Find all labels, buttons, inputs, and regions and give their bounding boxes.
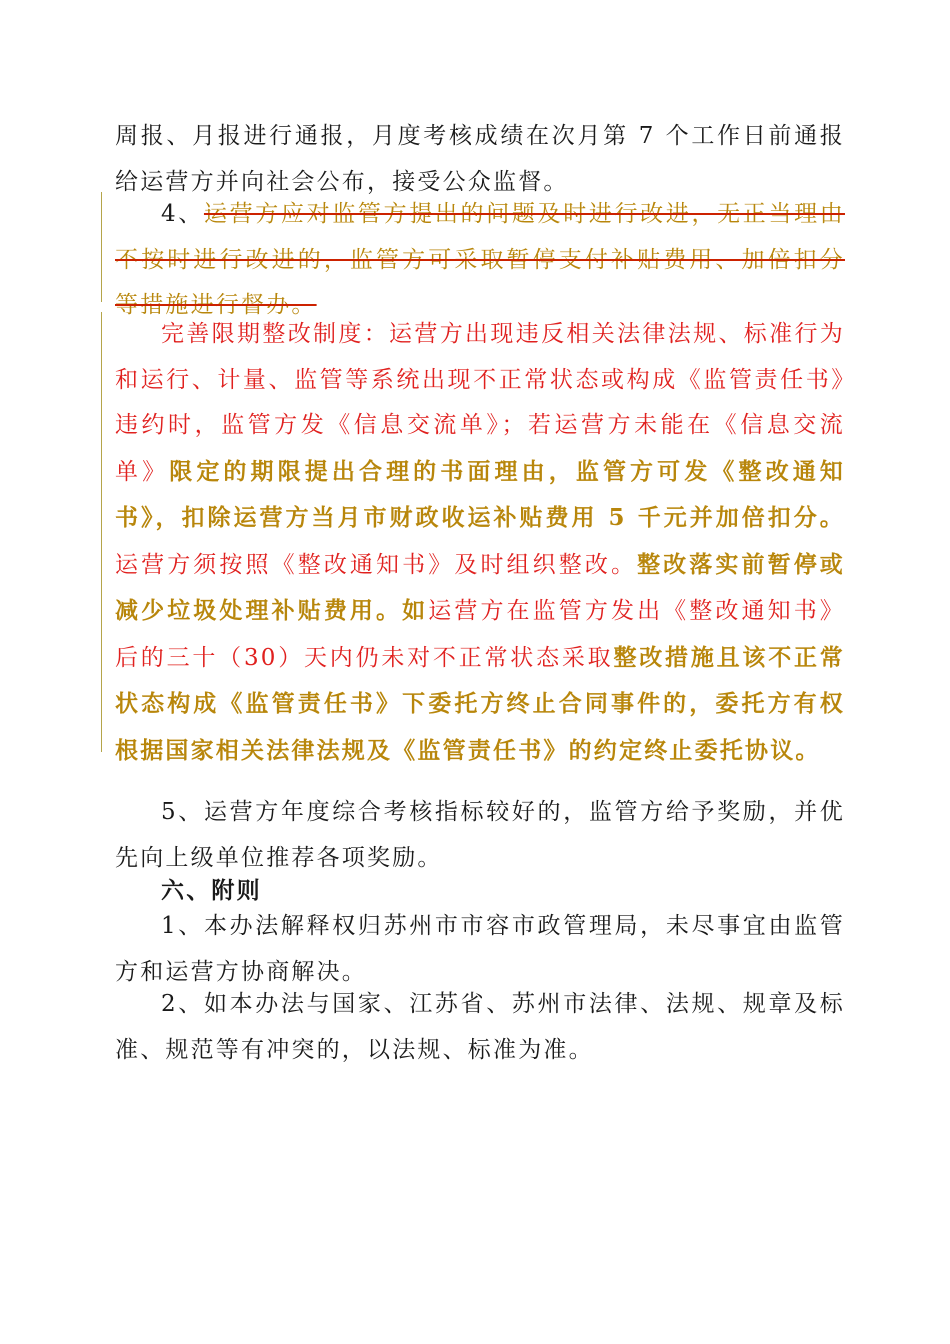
inserted-text: 完善限期整改制度：运营方出现违反相关法律法规、标准行为和运行、计量、监管等系统出现不正常状态或构成《监管责任书》违约时，监管方发《信息交流单》；若 [115, 321, 845, 438]
section-6-item-2 [115, 982, 845, 1073]
item-number: 4、 [161, 201, 204, 227]
change-bar [101, 192, 102, 302]
paragraph-item-4-deleted [115, 192, 845, 329]
heading-text: 六、附则 [161, 877, 262, 904]
inserted-text: 整改措施且该不正常状态构成《监管责任书》下委托方终止合同事件的，委托方有权根据国家相关法律法规及《监管责任书》的约定终止委托协议。 [115, 643, 845, 764]
paragraph-text: 周报、月报进行通报，月度考核成绩在次月第 7 个工作日前通报给运营方并向社会公布，接受公众监督。 [115, 123, 845, 195]
paragraph-text: 2、如本办法与国家、江苏省、苏州市法律、法规、规章及标准、规范等有冲突的，以法规、标准为准。 [115, 991, 845, 1063]
deleted-text: 运营方应对监管方提出的问题及时进行改进，无正当理由不按时进行改进的，监管方可采取暂停支付补贴费用、加倍扣分等措施进行督办。 [115, 201, 845, 318]
change-bar [101, 312, 102, 752]
paragraph-text: 5、运营方年度综合考核指标较好的，监管方给予奖励，并优先向上级单位推荐各项奖励。 [115, 799, 845, 871]
inserted-text: 运营方须按照《整改通知书》及时组织整改。 [115, 551, 638, 578]
inserted-text: 整改落实前暂停或减少垃圾处理补贴费用。如 [115, 550, 846, 624]
inserted-text: 运营方未能在《信息交流单》 [115, 412, 845, 485]
paragraph-text: 1、本办法解释权归苏州市市容市政管理局，未尽事宜由监管方和运营方协商解决。 [115, 913, 845, 985]
paragraph-inserted-rectification [115, 312, 845, 774]
inserted-text: 运营方在监管方发出《整改通知书》后的三十（30）天内仍未对不正常状态采取 [115, 598, 846, 671]
inserted-text: 限定的期限提出合理的书面理由，监管方可发《整改通知书》，扣除运营方当月市财政收运补贴费用 5 千元并加倍扣分。 [115, 457, 845, 531]
